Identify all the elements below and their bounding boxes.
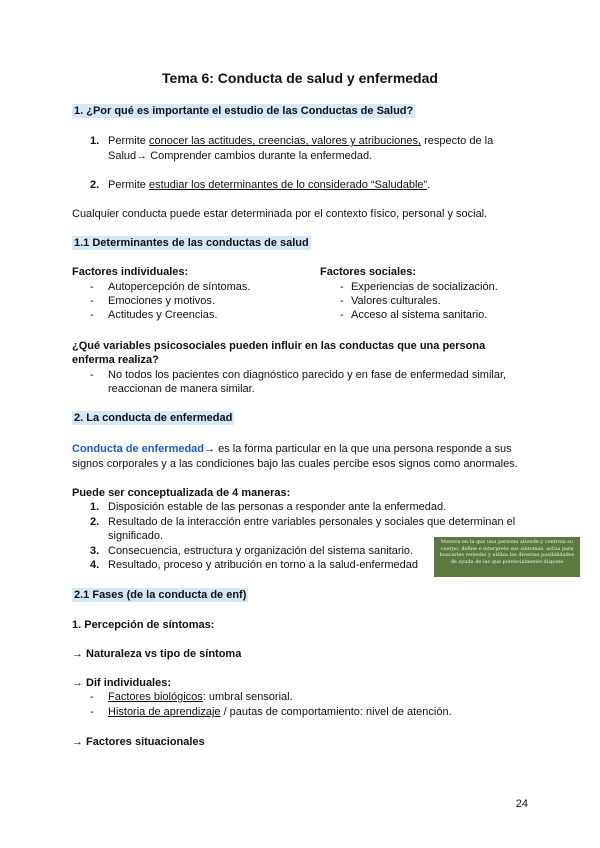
section-1-heading: 1. ¿Por qué es importante el estudio de las Conductas de Salud? <box>74 105 414 117</box>
section-2-heading: 2. La conducta de enfermedad <box>74 412 233 424</box>
individual-factors-title: Factores individuales: <box>72 266 189 278</box>
list-item: - Acceso al sistema sanitario. <box>340 309 488 321</box>
section-1-item-2: 2. Permite estudiar los determinantes de lo considerado “Saludable”. <box>90 179 431 191</box>
situational-factors-line: → Factores situacionales <box>72 736 205 748</box>
question-line-1: ¿Qué variables psicosociales pueden influir en las conductas que una persona <box>72 340 486 352</box>
definition-line-2: signos corporales y a las condiciones bajo las cuales percibe esos signos como anormales. <box>72 458 518 470</box>
list-item: - Emociones y motivos. <box>90 295 215 307</box>
list-item: 1. Disposición estable de las personas a responder ante la enfermedad. <box>90 501 447 513</box>
definition-line-1: Conducta de enfermedad→ es la forma particular en la que una persona responde a sus <box>72 443 512 455</box>
list-item: - Actitudes y Creencias. <box>90 309 218 321</box>
list-item: 4. Resultado, proceso y atribución en torno a la salud-enfermedad <box>90 559 419 571</box>
answer-line-2: reaccionan de manera similar. <box>108 383 255 395</box>
section-1-item-1-line-2: Salud→ Comprender cambios durante la enfermedad. <box>108 150 373 162</box>
list-item: 3. Consecuencia, estructura y organización del sistema sanitario. <box>90 545 414 557</box>
social-factors-title: Factores sociales: <box>320 266 416 278</box>
nature-line: → Naturaleza vs tipo de síntoma <box>72 648 242 660</box>
list-item: - Historia de aprendizaje / pautas de comportamiento: nivel de atención. <box>90 706 452 718</box>
list-item: - Factores biológicos: umbral sensorial. <box>90 691 293 703</box>
list-item: - Experiencias de socialización. <box>340 281 498 293</box>
individual-differences-title: → Dif individuales: <box>72 677 172 689</box>
question-line-2: enferma realiza? <box>72 354 159 366</box>
section-1-paragraph: Cualquier conducta puede estar determinada por el contexto físico, personal y social. <box>72 208 488 220</box>
list-item: - Autopercepción de síntomas. <box>90 281 251 293</box>
answer-line-1: - No todos los pacientes con diagnóstico parecido y en fase de enfermedad similar, <box>90 369 507 381</box>
section-2-1-heading: 2.1 Fases (de la conducta de enf) <box>74 589 247 601</box>
definition-term: Conducta de enfermedad <box>72 443 205 455</box>
section-1-item-1: 1. Permite conocer las actitudes, creencias, valores y atribuciones, respecto de la <box>90 135 494 147</box>
ways-title: Puede ser conceptualizada de 4 maneras: <box>72 487 291 499</box>
section-1-1-heading: 1.1 Determinantes de las conductas de salud <box>74 237 309 249</box>
phase-1-title: 1. Percepción de síntomas: <box>72 619 215 631</box>
margin-note-box: Manera en la que una persona atiende y controla su cuerpo, define e interpreta sus síntomas, actúa para buscarles remedio y utiliza las diversas posibilidades de ayuda de las que potencialmente dispone <box>434 537 580 577</box>
list-item-continuation: significado. <box>108 530 164 542</box>
list-item: 2. Resultado de la interacción entre variables personales y sociales que determinan el <box>90 516 516 528</box>
list-item: - Valores culturales. <box>340 295 441 307</box>
page-number: 24 <box>515 798 528 810</box>
page-title: Tema 6: Conducta de salud y enfermedad <box>162 70 438 86</box>
